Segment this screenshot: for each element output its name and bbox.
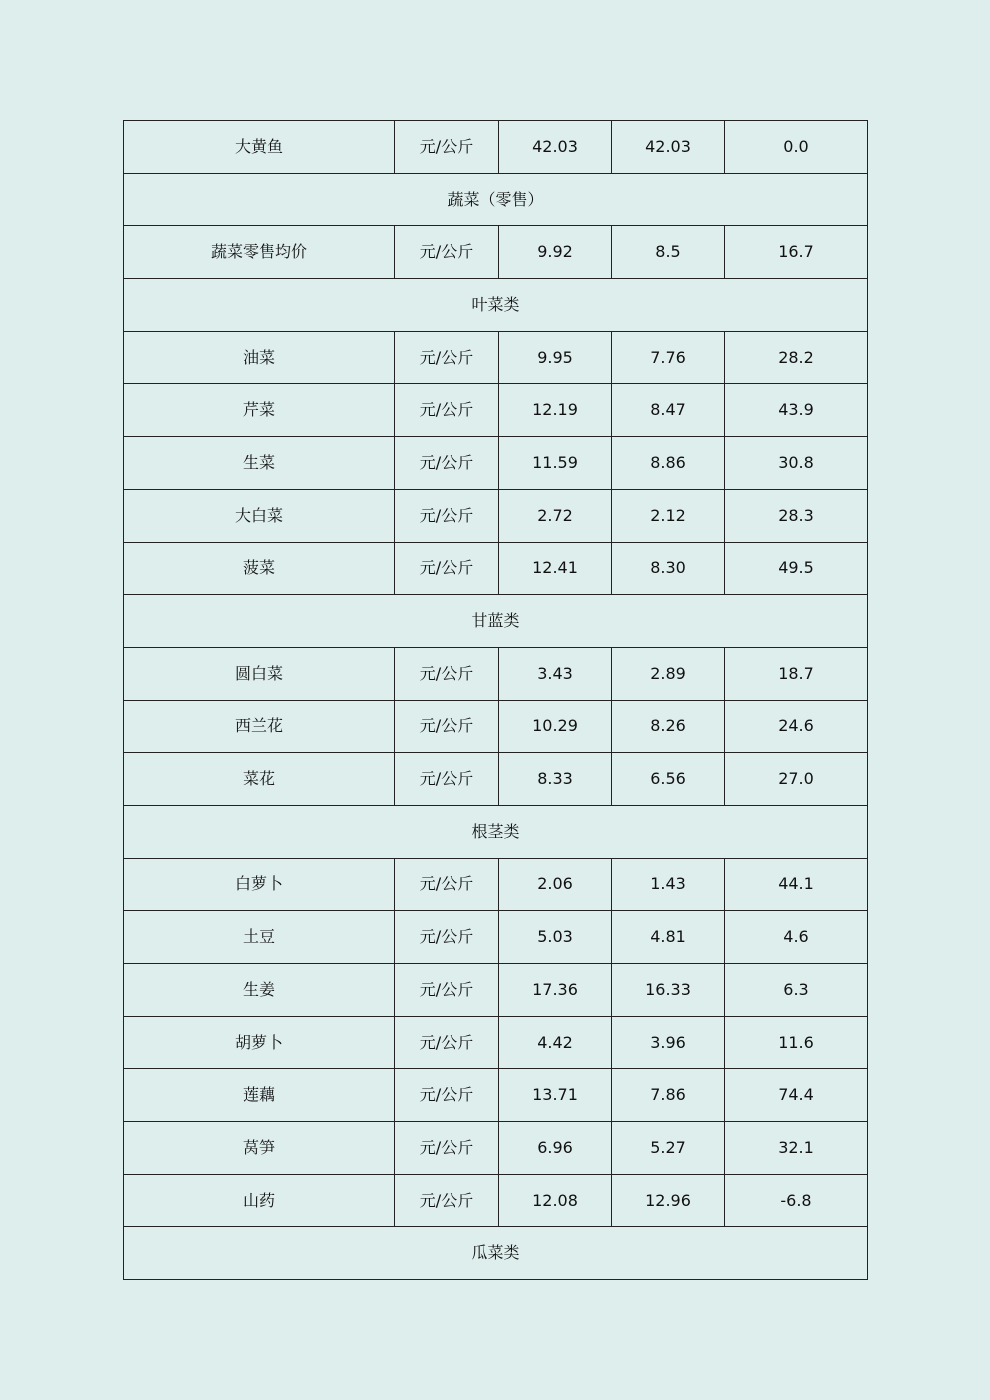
table-row	[124, 542, 868, 595]
previous-price-cell: 8.26	[612, 700, 725, 753]
unit-cell: 元/公斤	[395, 911, 499, 964]
unit-cell: 元/公斤	[395, 1174, 499, 1227]
unit-cell: 元/公斤	[395, 542, 499, 595]
item-name-cell: 生菜	[124, 437, 395, 490]
unit-cell: 元/公斤	[395, 964, 499, 1017]
table-row	[124, 226, 868, 279]
current-price-cell: 9.92	[499, 226, 612, 279]
table-row	[124, 647, 868, 700]
change-percent-cell: 0.0	[725, 121, 868, 174]
previous-price-cell: 2.89	[612, 647, 725, 700]
unit-cell: 元/公斤	[395, 489, 499, 542]
change-percent-cell: 28.2	[725, 331, 868, 384]
change-percent-cell: 32.1	[725, 1122, 868, 1175]
section-title: 瓜菜类	[124, 1227, 868, 1280]
previous-price-cell: 5.27	[612, 1122, 725, 1175]
change-percent-cell: 30.8	[725, 437, 868, 490]
unit-cell: 元/公斤	[395, 753, 499, 806]
change-percent-cell: 28.3	[725, 489, 868, 542]
section-title: 蔬菜（零售）	[124, 173, 868, 226]
unit-cell: 元/公斤	[395, 121, 499, 174]
previous-price-cell: 2.12	[612, 489, 725, 542]
current-price-cell: 3.43	[499, 647, 612, 700]
current-price-cell: 13.71	[499, 1069, 612, 1122]
change-percent-cell: 11.6	[725, 1016, 868, 1069]
change-percent-cell: 6.3	[725, 964, 868, 1017]
current-price-cell: 8.33	[499, 753, 612, 806]
previous-price-cell: 16.33	[612, 964, 725, 1017]
change-percent-cell: 44.1	[725, 858, 868, 911]
change-percent-cell: 4.6	[725, 911, 868, 964]
previous-price-cell: 8.86	[612, 437, 725, 490]
previous-price-cell: 6.56	[612, 753, 725, 806]
section-header-row	[124, 805, 868, 858]
section-title: 甘蓝类	[124, 595, 868, 648]
table-row	[124, 964, 868, 1017]
change-percent-cell: 27.0	[725, 753, 868, 806]
item-name-cell: 蔬菜零售均价	[124, 226, 395, 279]
current-price-cell: 6.96	[499, 1122, 612, 1175]
table-row	[124, 1069, 868, 1122]
previous-price-cell: 12.96	[612, 1174, 725, 1227]
table-row	[124, 753, 868, 806]
table-row	[124, 489, 868, 542]
current-price-cell: 9.95	[499, 331, 612, 384]
change-percent-cell: 16.7	[725, 226, 868, 279]
section-header-row	[124, 173, 868, 226]
previous-price-cell: 8.47	[612, 384, 725, 437]
table-row	[124, 437, 868, 490]
table-row	[124, 384, 868, 437]
previous-price-cell: 8.5	[612, 226, 725, 279]
unit-cell: 元/公斤	[395, 858, 499, 911]
table-row	[124, 858, 868, 911]
current-price-cell: 12.08	[499, 1174, 612, 1227]
unit-cell: 元/公斤	[395, 700, 499, 753]
current-price-cell: 11.59	[499, 437, 612, 490]
unit-cell: 元/公斤	[395, 226, 499, 279]
item-name-cell: 菜花	[124, 753, 395, 806]
item-name-cell: 莴笋	[124, 1122, 395, 1175]
item-name-cell: 大黄鱼	[124, 121, 395, 174]
item-name-cell: 大白菜	[124, 489, 395, 542]
item-name-cell: 生姜	[124, 964, 395, 1017]
change-percent-cell: 74.4	[725, 1069, 868, 1122]
current-price-cell: 42.03	[499, 121, 612, 174]
item-name-cell: 油菜	[124, 331, 395, 384]
unit-cell: 元/公斤	[395, 1122, 499, 1175]
change-percent-cell: 18.7	[725, 647, 868, 700]
item-name-cell: 菠菜	[124, 542, 395, 595]
table-row	[124, 331, 868, 384]
section-header-row	[124, 1227, 868, 1280]
item-name-cell: 山药	[124, 1174, 395, 1227]
table-row	[124, 1016, 868, 1069]
item-name-cell: 胡萝卜	[124, 1016, 395, 1069]
section-header-row	[124, 279, 868, 332]
current-price-cell: 2.72	[499, 489, 612, 542]
section-title: 叶菜类	[124, 279, 868, 332]
unit-cell: 元/公斤	[395, 1069, 499, 1122]
item-name-cell: 芹菜	[124, 384, 395, 437]
current-price-cell: 10.29	[499, 700, 612, 753]
section-title: 根茎类	[124, 805, 868, 858]
previous-price-cell: 4.81	[612, 911, 725, 964]
item-name-cell: 西兰花	[124, 700, 395, 753]
current-price-cell: 12.41	[499, 542, 612, 595]
previous-price-cell: 7.76	[612, 331, 725, 384]
item-name-cell: 土豆	[124, 911, 395, 964]
current-price-cell: 4.42	[499, 1016, 612, 1069]
unit-cell: 元/公斤	[395, 1016, 499, 1069]
unit-cell: 元/公斤	[395, 647, 499, 700]
unit-cell: 元/公斤	[395, 384, 499, 437]
table-row	[124, 1174, 868, 1227]
current-price-cell: 2.06	[499, 858, 612, 911]
previous-price-cell: 3.96	[612, 1016, 725, 1069]
unit-cell: 元/公斤	[395, 331, 499, 384]
price-table	[123, 120, 868, 1280]
previous-price-cell: 1.43	[612, 858, 725, 911]
table-row	[124, 700, 868, 753]
table-row	[124, 1122, 868, 1175]
change-percent-cell: 24.6	[725, 700, 868, 753]
current-price-cell: 17.36	[499, 964, 612, 1017]
current-price-cell: 5.03	[499, 911, 612, 964]
table-row	[124, 121, 868, 174]
previous-price-cell: 42.03	[612, 121, 725, 174]
unit-cell: 元/公斤	[395, 437, 499, 490]
item-name-cell: 圆白菜	[124, 647, 395, 700]
current-price-cell: 12.19	[499, 384, 612, 437]
change-percent-cell: -6.8	[725, 1174, 868, 1227]
item-name-cell: 莲藕	[124, 1069, 395, 1122]
section-header-row	[124, 595, 868, 648]
previous-price-cell: 8.30	[612, 542, 725, 595]
change-percent-cell: 43.9	[725, 384, 868, 437]
change-percent-cell: 49.5	[725, 542, 868, 595]
price-table-body	[124, 121, 868, 1280]
item-name-cell: 白萝卜	[124, 858, 395, 911]
table-row	[124, 911, 868, 964]
previous-price-cell: 7.86	[612, 1069, 725, 1122]
